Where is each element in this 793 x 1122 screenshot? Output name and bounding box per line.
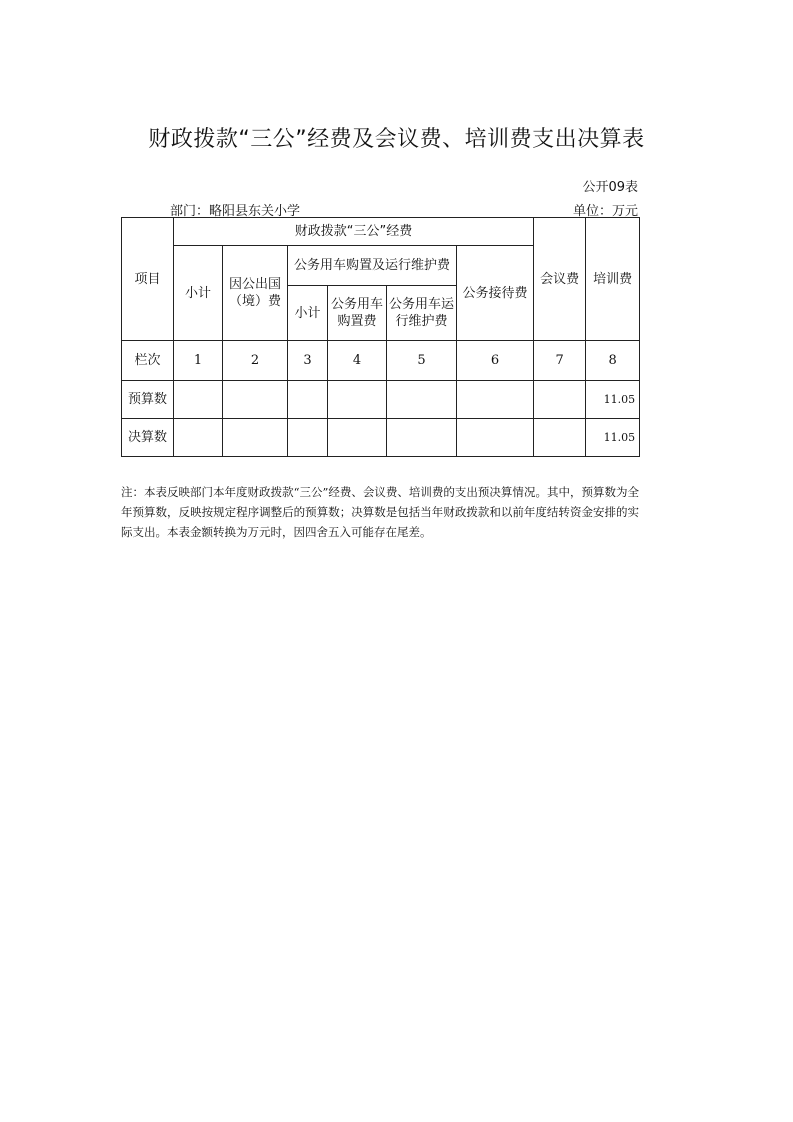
table-cell: [174, 381, 223, 419]
table-cell: [457, 381, 534, 419]
header-reception: 公务接待费: [457, 246, 534, 341]
table-cell: [328, 419, 387, 457]
table-cell: [288, 419, 328, 457]
header-subtotal: 小计: [174, 246, 223, 341]
expenditure-table: [121, 217, 640, 457]
unit-label: 单位：万元: [572, 204, 638, 219]
header-three-public: 财政拨款“三公”经费: [174, 218, 534, 246]
header-vehicle-subtotal: 小计: [288, 286, 328, 341]
column-number: 2: [223, 341, 288, 381]
column-number: 5: [387, 341, 457, 381]
column-number: 7: [534, 341, 586, 381]
table-cell: 11.05: [586, 419, 640, 457]
table-row: [122, 381, 640, 419]
header-vehicle-operation: 公务用车运行维护费: [387, 286, 457, 341]
column-number: 8: [586, 341, 640, 381]
header-vehicle-purchase: 公务用车购置费: [328, 286, 387, 341]
form-number: 公开09表: [582, 180, 638, 195]
table-cell: [288, 381, 328, 419]
column-number-row: [122, 341, 640, 381]
table-cell: [387, 381, 457, 419]
column-number: 1: [174, 341, 223, 381]
table-cell: [534, 419, 586, 457]
header-meeting: 会议费: [534, 218, 586, 341]
header-vehicle-group: 公务用车购置及运行维护费: [288, 246, 457, 286]
table-cell: 11.05: [586, 381, 640, 419]
table-cell: [223, 419, 288, 457]
column-number: 6: [457, 341, 534, 381]
column-number-label: 栏次: [122, 341, 174, 381]
footnote: 注：本表反映部门本年度财政拨款“三公”经费、会议费、培训费的支出预决算情况。其中，预算数为全年预算数，反映按规定程序调整后的预算数；决算数是包括当年财政拨款和以前年度结转资金安排的实际支出。本表金额转换为万元时，因四舍五入可能存在尾差。: [121, 485, 639, 539]
column-number: 3: [288, 341, 328, 381]
row-label-final: 决算数: [122, 419, 174, 457]
header-training: 培训费: [586, 218, 640, 341]
header-item: 项目: [122, 218, 174, 341]
column-number: 4: [328, 341, 387, 381]
department-label: 部门：略阳县东关小学: [170, 204, 301, 219]
table-cell: [387, 419, 457, 457]
table-cell: [534, 381, 586, 419]
header-abroad: 因公出国（境）费: [223, 246, 288, 341]
document-title: 财政拨款“三公”经费及会议费、培训费支出决算表: [148, 127, 645, 152]
table-row: [122, 419, 640, 457]
table-cell: [457, 419, 534, 457]
table-cell: [174, 419, 223, 457]
row-label-budget: 预算数: [122, 381, 174, 419]
table-cell: [223, 381, 288, 419]
table-cell: [328, 381, 387, 419]
